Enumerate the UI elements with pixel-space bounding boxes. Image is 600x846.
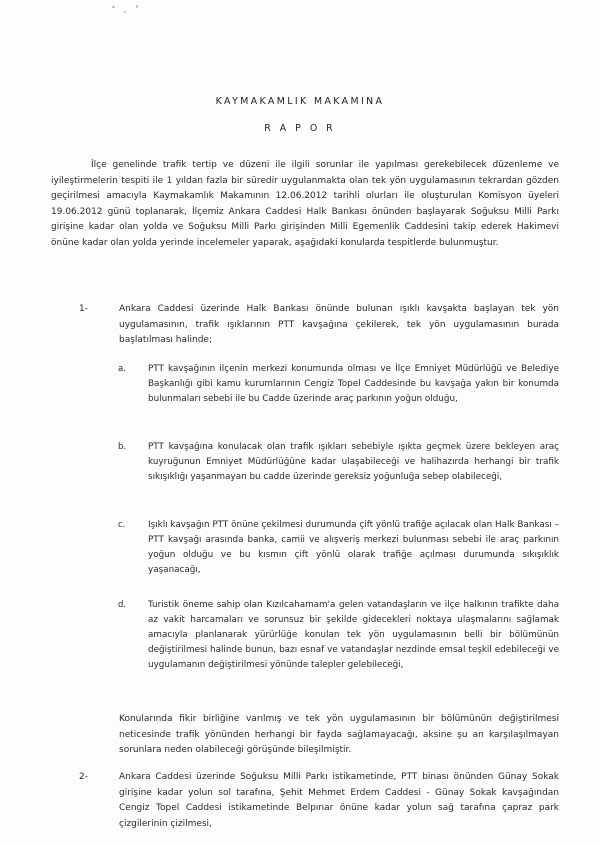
item-text: Ankara Caddesi üzerinde Soğuksu Milli Parkı istikametinde, PTT binası önünden Günay Sokak girişine kadar yolun sol tarafına, Şehit Mehmet Erdem Caddesi - Günay Sokak kavşağından Cengiz Topel Caddesi istikametinde Belpınar önüne kadar yolun sağ tarafına çapraz park çizgilerinin çizilmesi, (119, 772, 559, 829)
document-title: R A P O R (264, 123, 336, 134)
subitem-letter: d. (118, 600, 127, 610)
item-text: Ankara Caddesi üzerinde Halk Bankası önünde bulunan ışıklı kavşakta başlayan tek yön uygulamasının, trafik ışıklarının PTT kavşağına çekilerek, tek yön uygulamasının burada başlatılması halinde; (119, 304, 559, 346)
intro-paragraph: İlçe genelinde trafik tertip ve düzeni ile ilgili sorunlar ile yapılması gerekebilecek düzenleme ve iyileştirmelerin tespiti ile 1 yıldan fazla bir süredir uygulanmakta olan tek yön uygulamasının tekrardan gözden geçirilmesi amacıyla Kaymakamlık Makamının 12.06.2012 tarihli olurları ile oluşturulan Komisyon üyeleri 19.06.2012 günü toplanarak, İlçemiz Ankara Caddesi Halk Bankası önünden başlayarak Soğuksu Milli Parkı girişine kadar olan yolda ve Soğuksu Milli Parkı girişinden Milli Egemenlik Caddesini takip ederek Hakimevi önüne kadar olan yolda yerinde incelemeler yaparak, aşağıdaki konularda tespitlerde bulunmuştur. (51, 160, 559, 248)
scan-speck (112, 6, 115, 8)
document-addressee: KAYMAKAMLIK MAKAMINA (215, 96, 385, 107)
subitem-letter: c. (118, 520, 126, 530)
subitem-text: PTT kavşağına konulacak olan trafik ışıkları sebebiyle ışıkta geçmek üzere bekleyen araç kuyruğunun Emniyet Müdürlüğüne kadar ulaşabileceği ve halihazırda herhangi bir trafik sıkışıklığı yaşanmayan bu cadde üzerinde gereksiz yoğunluğa sebep olabileceği, (148, 442, 559, 482)
subitem-letter: b. (118, 442, 127, 452)
item-number: 1- (79, 304, 88, 314)
item-number: 2- (79, 772, 88, 782)
subitem-text: PTT kavşağının ilçenin merkezi konumunda olması ve İlçe Emniyet Müdürlüğü ve Belediye Başkanlığı gibi kamu kurumlarının Cengiz Topel Caddesinde bu kavşağa yakın bir konumda bulunmaları sebebi ile bu Cadde üzerinde araç parkının yoğun olduğu, (148, 364, 559, 404)
item-conclusion: Konularında fikir birliğine varılmış ve tek yön uygulamasının bir bölümünün değiştirilmesi neticesinde trafik yönünden herhangi bir fayda sağlamayacağı, aksine şu an karşılaşılmayan sorunlara neden olabileceği görüşünde bileşilmiştir. (119, 714, 559, 756)
subitem-letter: a. (118, 364, 126, 374)
scan-speck (136, 5, 138, 8)
subitem-text: Turistik öneme sahip olan Kızılcahamam'a gelen vatandaşların ve ilçe halkının trafikte daha az vakit harcamaları ve sorunsuz bir şekilde gidecekleri noktaya ulaşmalarını sağlamak amacıyla planlanarak yürürlüğe konulan tek yön uygulamasının belli bir bölümünün değiştirilmesi halinde bunun, bazı esnaf ve vatandaşlar nezdinde emsal teşkil edebileceği ve uygulamanın değiştirilmesi yönünde talepler gelebileceği, (148, 600, 559, 670)
subitem-text: Işıklı kavşağın PTT önüne çekilmesi durumunda çift yönlü trafiğe açılacak olan Halk Bankası – PTT kavşağı arasında banka, camii ve alışveriş merkezi bulunması sebebi ile araç parkının yoğun olduğu ve bu kısmın çift yönlü olarak trafiğe açılması durumunda sıkışıklık yaşanacağı, (148, 520, 559, 575)
scan-speck (124, 11, 126, 13)
